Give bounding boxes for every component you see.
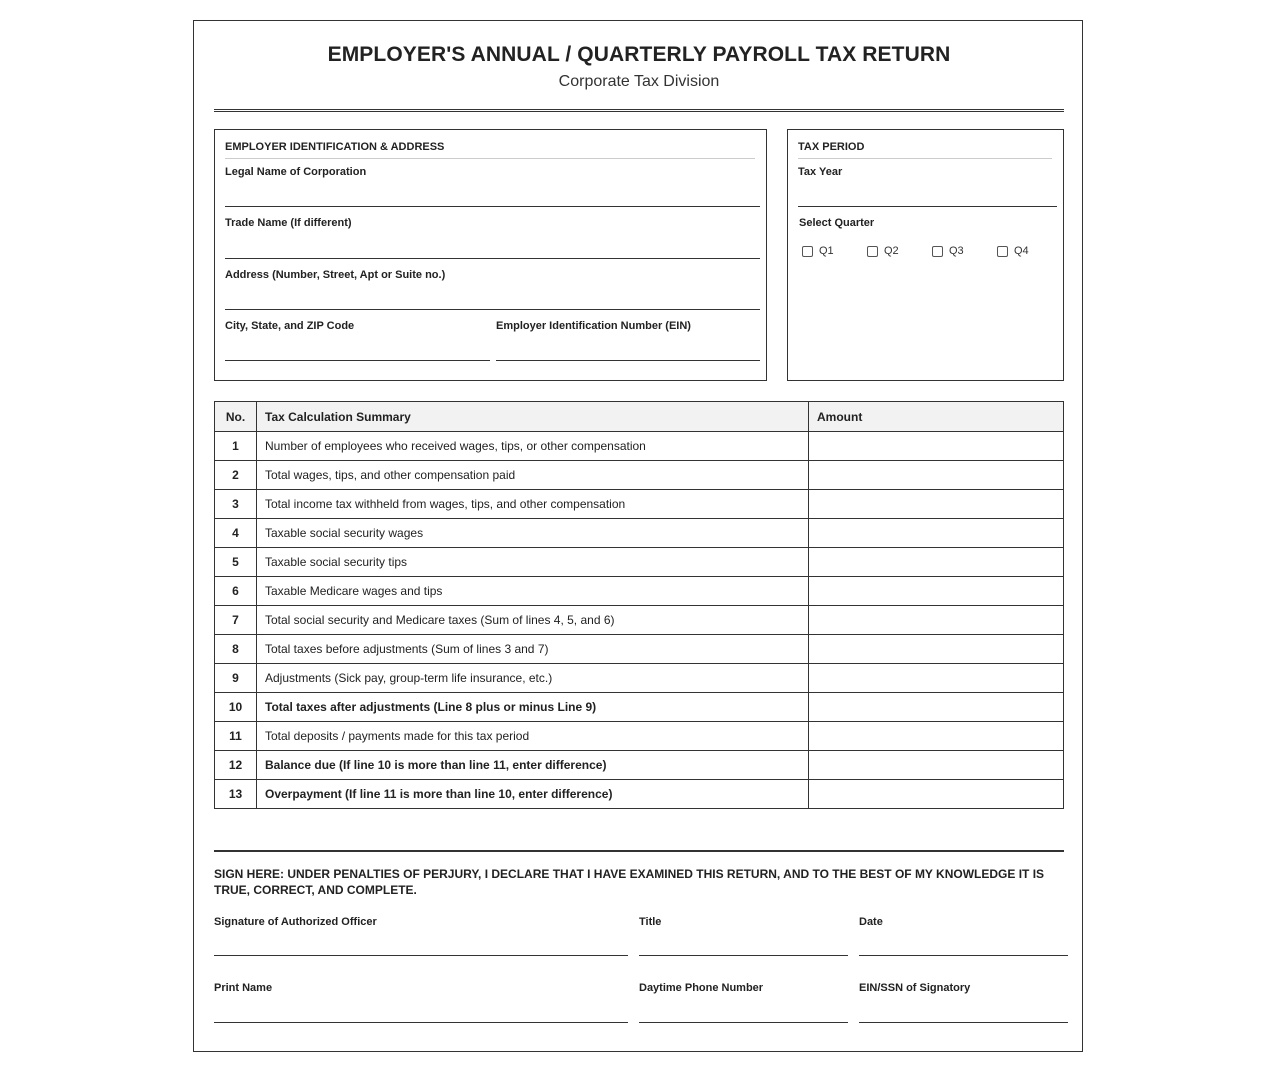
legal-name-field[interactable] (225, 206, 760, 207)
line-number: 9 (215, 664, 257, 693)
ein-ssn-field[interactable] (859, 1022, 1068, 1023)
line-number: 2 (215, 461, 257, 490)
trade-name-label: Trade Name (If different) (225, 217, 352, 229)
phone-label: Daytime Phone Number (639, 982, 764, 994)
column-header-summary: Tax Calculation Summary (257, 402, 809, 432)
quarter-option-q1[interactable] (802, 245, 834, 257)
address-label: Address (Number, Street, Apt or Suite no.) (225, 269, 446, 281)
line-number: 11 (215, 722, 257, 751)
city-state-zip-field[interactable] (225, 360, 490, 361)
line-amount-field[interactable] (809, 461, 1064, 490)
trade-name-field[interactable] (225, 258, 760, 259)
line-number: 12 (215, 751, 257, 780)
q4-checkbox[interactable] (997, 246, 1008, 257)
quarter-option-q2[interactable] (867, 245, 899, 257)
line-amount-field[interactable] (809, 780, 1064, 809)
tax-period-section (787, 129, 1064, 381)
line-number: 6 (215, 577, 257, 606)
employer-section-heading: EMPLOYER IDENTIFICATION & ADDRESS (225, 141, 755, 159)
line-description: Adjustments (Sick pay, group-term life insurance, etc.) (257, 664, 809, 693)
tax-year-field[interactable] (798, 206, 1057, 207)
table-header-row (215, 402, 1064, 432)
line-number: 4 (215, 519, 257, 548)
phone-field[interactable] (639, 1022, 848, 1023)
form-subtitle: Corporate Tax Division (558, 73, 720, 90)
line-amount-field[interactable] (809, 577, 1064, 606)
table-row (215, 577, 1064, 606)
line-number: 3 (215, 490, 257, 519)
table-row (215, 519, 1064, 548)
table-row (215, 490, 1064, 519)
table-row (215, 635, 1064, 664)
line-description: Taxable Medicare wages and tips (257, 577, 809, 606)
quarter-option-q3[interactable] (932, 245, 964, 257)
print-name-field[interactable] (214, 1022, 628, 1023)
line-amount-field[interactable] (809, 664, 1064, 693)
line-amount-field[interactable] (809, 490, 1064, 519)
signature-field[interactable] (214, 955, 628, 956)
line-number: 13 (215, 780, 257, 809)
line-description: Total taxes before adjustments (Sum of lines 3 and 7) (257, 635, 809, 664)
line-amount-field[interactable] (809, 519, 1064, 548)
column-header-no: No. (215, 402, 257, 432)
title-field[interactable] (639, 955, 848, 956)
line-number: 7 (215, 606, 257, 635)
line-amount-field[interactable] (809, 606, 1064, 635)
perjury-declaration: SIGN HERE: UNDER PENALTIES OF PERJURY, I DECLARE THAT I HAVE EXAMINED THIS RETURN, AND TO THE BEST OF MY KNOWLEDGE IT IS TRUE, CORRECT, AND COMPLETE. (214, 867, 1045, 897)
line-description: Taxable social security tips (257, 548, 809, 577)
column-header-amount: Amount (809, 402, 1064, 432)
q1-label: Q1 (819, 245, 834, 257)
q2-label: Q2 (884, 245, 899, 257)
line-description: Total social security and Medicare taxes (Sum of lines 4, 5, and 6) (257, 606, 809, 635)
tax-period-heading: TAX PERIOD (798, 141, 1052, 159)
form-title: EMPLOYER'S ANNUAL / QUARTERLY PAYROLL TAX RETURN (327, 43, 951, 66)
table-row (215, 751, 1064, 780)
table-row (215, 722, 1064, 751)
table-row (215, 461, 1064, 490)
line-description: Total deposits / payments made for this tax period (257, 722, 809, 751)
line-description: Balance due (If line 10 is more than line 11, enter difference) (257, 751, 809, 780)
table-row (215, 432, 1064, 461)
line-number: 10 (215, 693, 257, 722)
signature-divider (214, 850, 1064, 852)
select-quarter-label: Select Quarter (799, 217, 875, 229)
table-row (215, 548, 1064, 577)
date-field[interactable] (859, 955, 1068, 956)
ein-field[interactable] (496, 360, 760, 361)
signature-label: Signature of Authorized Officer (214, 916, 377, 928)
table-row (215, 780, 1064, 809)
legal-name-label: Legal Name of Corporation (225, 166, 367, 178)
address-field[interactable] (225, 309, 760, 310)
ein-label: Employer Identification Number (EIN) (496, 320, 691, 332)
line-amount-field[interactable] (809, 722, 1064, 751)
q4-label: Q4 (1014, 245, 1029, 257)
line-amount-field[interactable] (809, 432, 1064, 461)
line-amount-field[interactable] (809, 693, 1064, 722)
print-name-label: Print Name (214, 982, 273, 994)
line-description: Total taxes after adjustments (Line 8 plus or minus Line 9) (257, 693, 809, 722)
line-amount-field[interactable] (809, 635, 1064, 664)
q3-checkbox[interactable] (932, 246, 943, 257)
tax-calculation-table (214, 401, 1064, 809)
title-label: Title (639, 916, 662, 928)
table-row (215, 664, 1064, 693)
quarter-option-q4[interactable] (997, 245, 1029, 257)
line-description: Total income tax withheld from wages, tips, and other compensation (257, 490, 809, 519)
table-row (215, 606, 1064, 635)
q1-checkbox[interactable] (802, 246, 813, 257)
date-label: Date (859, 916, 883, 928)
tax-return-form (193, 20, 1083, 1052)
line-description: Number of employees who received wages, tips, or other compensation (257, 432, 809, 461)
ein-ssn-label: EIN/SSN of Signatory (859, 982, 971, 994)
q2-checkbox[interactable] (867, 246, 878, 257)
line-number: 5 (215, 548, 257, 577)
table-row (215, 693, 1064, 722)
line-description: Overpayment (If line 11 is more than line 10, enter difference) (257, 780, 809, 809)
line-description: Taxable social security wages (257, 519, 809, 548)
q3-label: Q3 (949, 245, 964, 257)
line-amount-field[interactable] (809, 751, 1064, 780)
form-header (214, 21, 1064, 112)
tax-year-label: Tax Year (798, 166, 843, 178)
line-number: 8 (215, 635, 257, 664)
employer-identification-section (214, 129, 767, 381)
line-amount-field[interactable] (809, 548, 1064, 577)
city-state-zip-label: City, State, and ZIP Code (225, 320, 355, 332)
line-number: 1 (215, 432, 257, 461)
line-description: Total wages, tips, and other compensation paid (257, 461, 809, 490)
